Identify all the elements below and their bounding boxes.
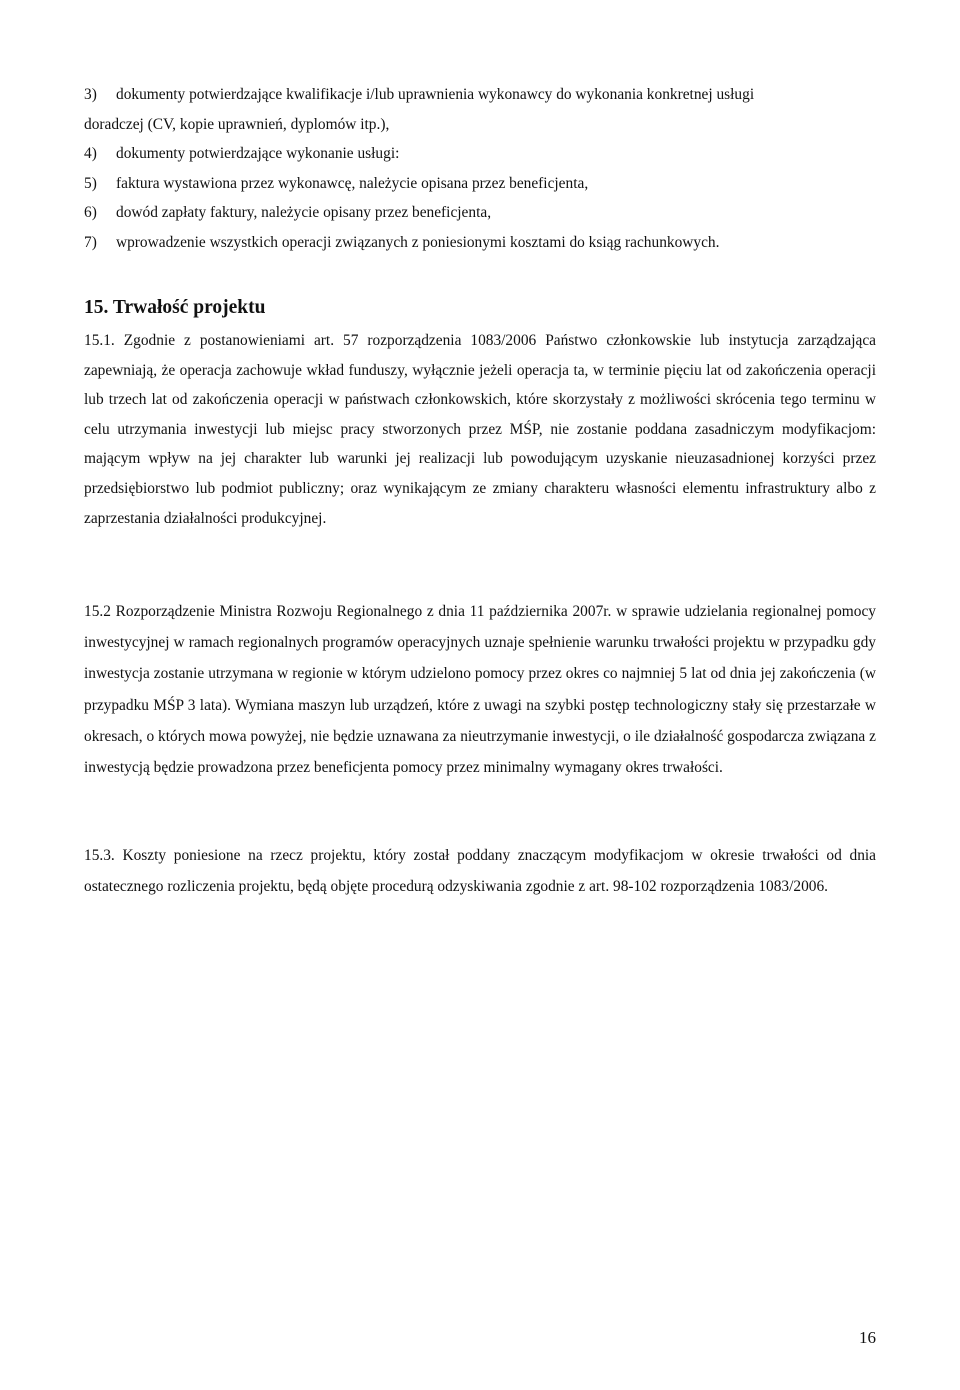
list-item: [84, 198, 876, 228]
list-item-text: dokumenty potwierdzające wykonanie usługi:: [116, 145, 400, 162]
paragraph-15-2: 15.2 Rozporządzenie Ministra Rozwoju Regionalnego z dnia 11 października 2007r. w sprawie udzielania regionalnej pomocy inwestycyjnej w ramach regionalnych programów operacyjnych uznaje spełnienie warunku trwałości projektu w przypadku gdy inwestycja zostanie utrzymana w regionie w którym udzielono pomocy przez okres co najmniej 5 lat od dnia jej zakończenia (w przypadku MŚP 3 lata). Wymiana maszyn lub urządzeń, które z uwagi na szybki postęp technologiczny stały się przestarzałe w okresach, o których mowa powyżej, nie będzie uznawana za nieutrzymanie inwestycji, o ile działalność gospodarcza związana z inwestycją będzie prowadzona przez beneficjenta pomocy przez minimalny wymagany okres trwałości.: [84, 603, 876, 777]
list-item: [84, 80, 876, 110]
paragraph-15-1: 15.1. Zgodnie z postanowieniami art. 57 rozporządzenia 1083/2006 Państwo członkowskie lub instytucja zarządzająca zapewniają, że operacja zachowuje wkład funduszy, wyłącznie jeżeli operacja ta, w terminie pięciu lat od zakończenia operacji lub trzech lat od zakończenia operacji w państwach członkowskich, które skorzystały z możliwości skrócenia tego terminu w celu utrzymania inwestycji lub miejsc pracy stworzonych przez MŚP, nie zostanie poddana zasadniczym modyfikacjom: mającym wpływ na jej charakter lub warunki jej realizacji lub powodującym uzyskanie nieuzasadnionej korzyści przez przedsiębiorstwo lub podmiot publiczny; oraz wynikającym ze zmiany charakteru własności elementu infrastruktury albo z zaprzestania działalności produkcyjnej.: [84, 332, 876, 527]
list-item: [84, 169, 876, 199]
document-list: [84, 80, 876, 257]
list-item-number: 7): [84, 233, 97, 251]
section-heading: 15. Trwałość projektu: [84, 297, 266, 318]
list-item-text: wprowadzenie wszystkich operacji związanych z poniesionymi kosztami do ksiąg rachunkowych.: [116, 233, 720, 251]
page-number: 16: [859, 1328, 876, 1347]
paragraph-15-3: 15.3. Koszty poniesione na rzecz projektu, który został poddany znaczącym modyfikacjom w okresie trwałości od dnia ostatecznego rozliczenia projektu, będą objęte procedurą odzyskiwania zgodnie z art. 98-102 rozporządzenia 1083/2006.: [84, 847, 876, 896]
list-item-text: doradczej (CV, kopie uprawnień, dyplomów itp.),: [84, 115, 390, 133]
list-item-number: 4): [84, 145, 97, 162]
list-item-number: 3): [84, 86, 97, 103]
list-item-number: 6): [84, 204, 97, 221]
list-item-continuation: [84, 110, 876, 140]
list-item-text: dokumenty potwierdzające kwalifikacje i/lub uprawnienia wykonawcy do wykonania konkretnej usługi: [116, 86, 755, 103]
list-item-text: dowód zapłaty faktury, należycie opisany przez beneficjenta,: [116, 204, 492, 221]
list-item-text: faktura wystawiona przez wykonawcę, należycie opisana przez beneficjenta,: [116, 174, 589, 192]
list-item-number: 5): [84, 174, 97, 192]
list-item: [84, 228, 876, 258]
list-item: [84, 139, 876, 169]
